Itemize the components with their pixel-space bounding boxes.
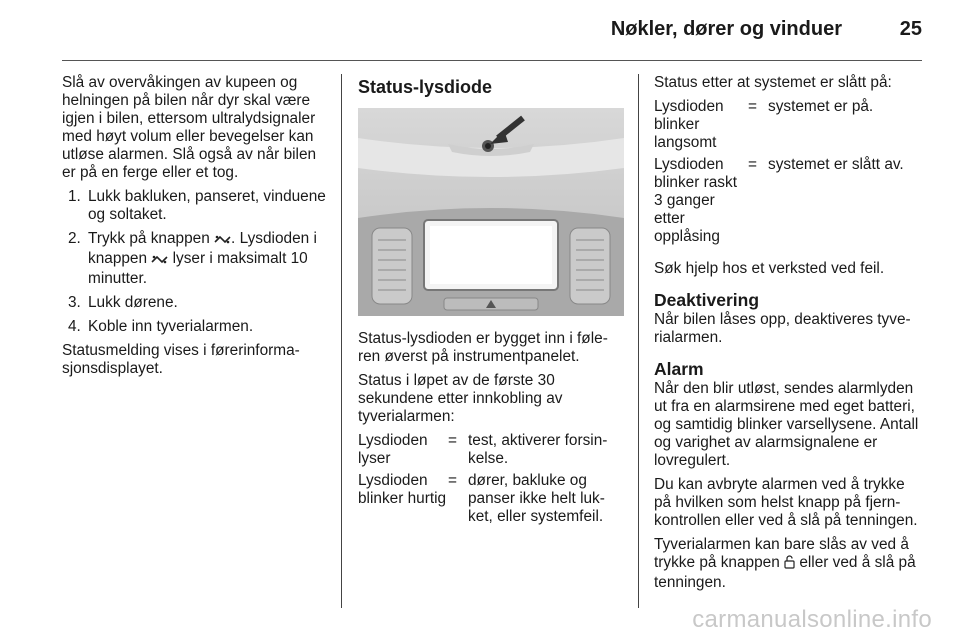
watermark: carmanualsonline.info [692,606,932,633]
column-divider [341,74,342,608]
step-text-c: lyser i maksimalt 10 minutter. [88,250,308,287]
status-row [654,98,924,152]
header-divider [62,60,922,61]
step-text-b: . Lysdioden i knappen [88,230,317,267]
status-meaning: systemet er på. [768,98,874,115]
status-after-intro: Status etter at systemet er slått på: [654,74,892,91]
step-text: Koble inn tyverialarmen. [88,318,254,335]
unlock-icon [784,555,795,574]
alarm-paragraph-1: Når den blir utløst, sendes alarmlyden ut fra en alarmsirene med eget batteri, og samtidig blinker varsellysene. Antall og varighet av alarmsignalene er lovregulert. [654,380,919,469]
page-header [0,0,960,62]
status-led-paragraph: Status-lysdioden er bygget inn i føleren øverst på instrumentpanelet. [358,330,608,365]
column-divider [638,74,639,608]
status-state: Lysdioden lyser [358,432,428,467]
alarm-text-a: Tyverialarmen kan bare slås av ved å trykke på knappen [654,536,909,571]
step-item [62,294,330,312]
step-text: Lukk dørene. [88,294,178,311]
status-meaning: dører, bakluke og panser ikke helt lukket, eller systemfeil. [468,472,605,525]
section-heading-alarm: Alarm [654,359,704,379]
step-item [62,230,330,288]
step-item [62,318,330,336]
alarm-paragraph-3 [654,536,924,592]
step-number: 3. [68,294,81,311]
outro-paragraph: Statusmelding vises i førerinformasjonsdisplayet. [62,342,300,377]
interior-monitoring-icon [214,232,231,250]
status-row [654,156,924,246]
alarm-text-b: eller ved å slå på tenningen. [654,554,916,591]
steps-list [62,188,330,336]
status-row [358,432,624,468]
step-number: 4. [68,318,81,335]
status-row [358,472,624,526]
status-meaning: test, aktiverer forsinkelse. [468,432,608,467]
step-text: Lukk bakluken, panseret, vinduene og soltaket. [88,188,326,223]
section-heading-status: Status-lysdiode [358,77,493,97]
status-equals: = [748,156,757,173]
status-equals: = [448,472,457,489]
column-right [654,74,924,598]
step-number: 1. [68,188,81,205]
intro-paragraph: Slå av overvåkingen av kupeen og helningen på bilen når dyr skal være igjen i bilen, ettersom ultralydsignaler med høyt volum eller bevegelser kan utløse alarmen. Slå også av når bilen er på en ferge eller et tog. [62,74,317,181]
step-number: 2. [68,230,81,247]
step-text-a: Trykk på knappen [88,230,215,247]
column-middle [358,76,624,530]
status-meaning: systemet er slått av. [768,156,904,173]
step-item [62,188,330,224]
alarm-paragraph-2: Du kan avbryte alarmen ved å trykke på hvilken som helst knapp på fjernkontrollen eller ved å slå på tenningen. [654,476,918,529]
first-30s-paragraph: Status i løpet av de første 30 sekundene etter innkobling av tyverialarmen: [358,372,563,425]
status-equals: = [748,98,757,115]
status-state: Lysdioden blinker langsomt [654,98,724,151]
page-number: 25 [899,18,922,40]
status-equals: = [448,432,457,449]
section-heading-deactivation: Deaktivering [654,290,760,310]
dashboard-illustration [358,108,624,316]
status-state: Lysdioden blinker hurtig [358,472,447,507]
interior-monitoring-icon [151,252,168,270]
page-title: Nøkler, dører og vinduer [610,18,842,40]
help-paragraph: Søk hjelp hos et verksted ved feil. [654,260,885,277]
status-state: Lysdioden blinker raskt 3 ganger etter opplåsing [654,156,737,245]
column-left [62,74,330,384]
deactivation-paragraph: Når bilen låses opp, deaktiveres tyverialarmen. [654,311,911,346]
